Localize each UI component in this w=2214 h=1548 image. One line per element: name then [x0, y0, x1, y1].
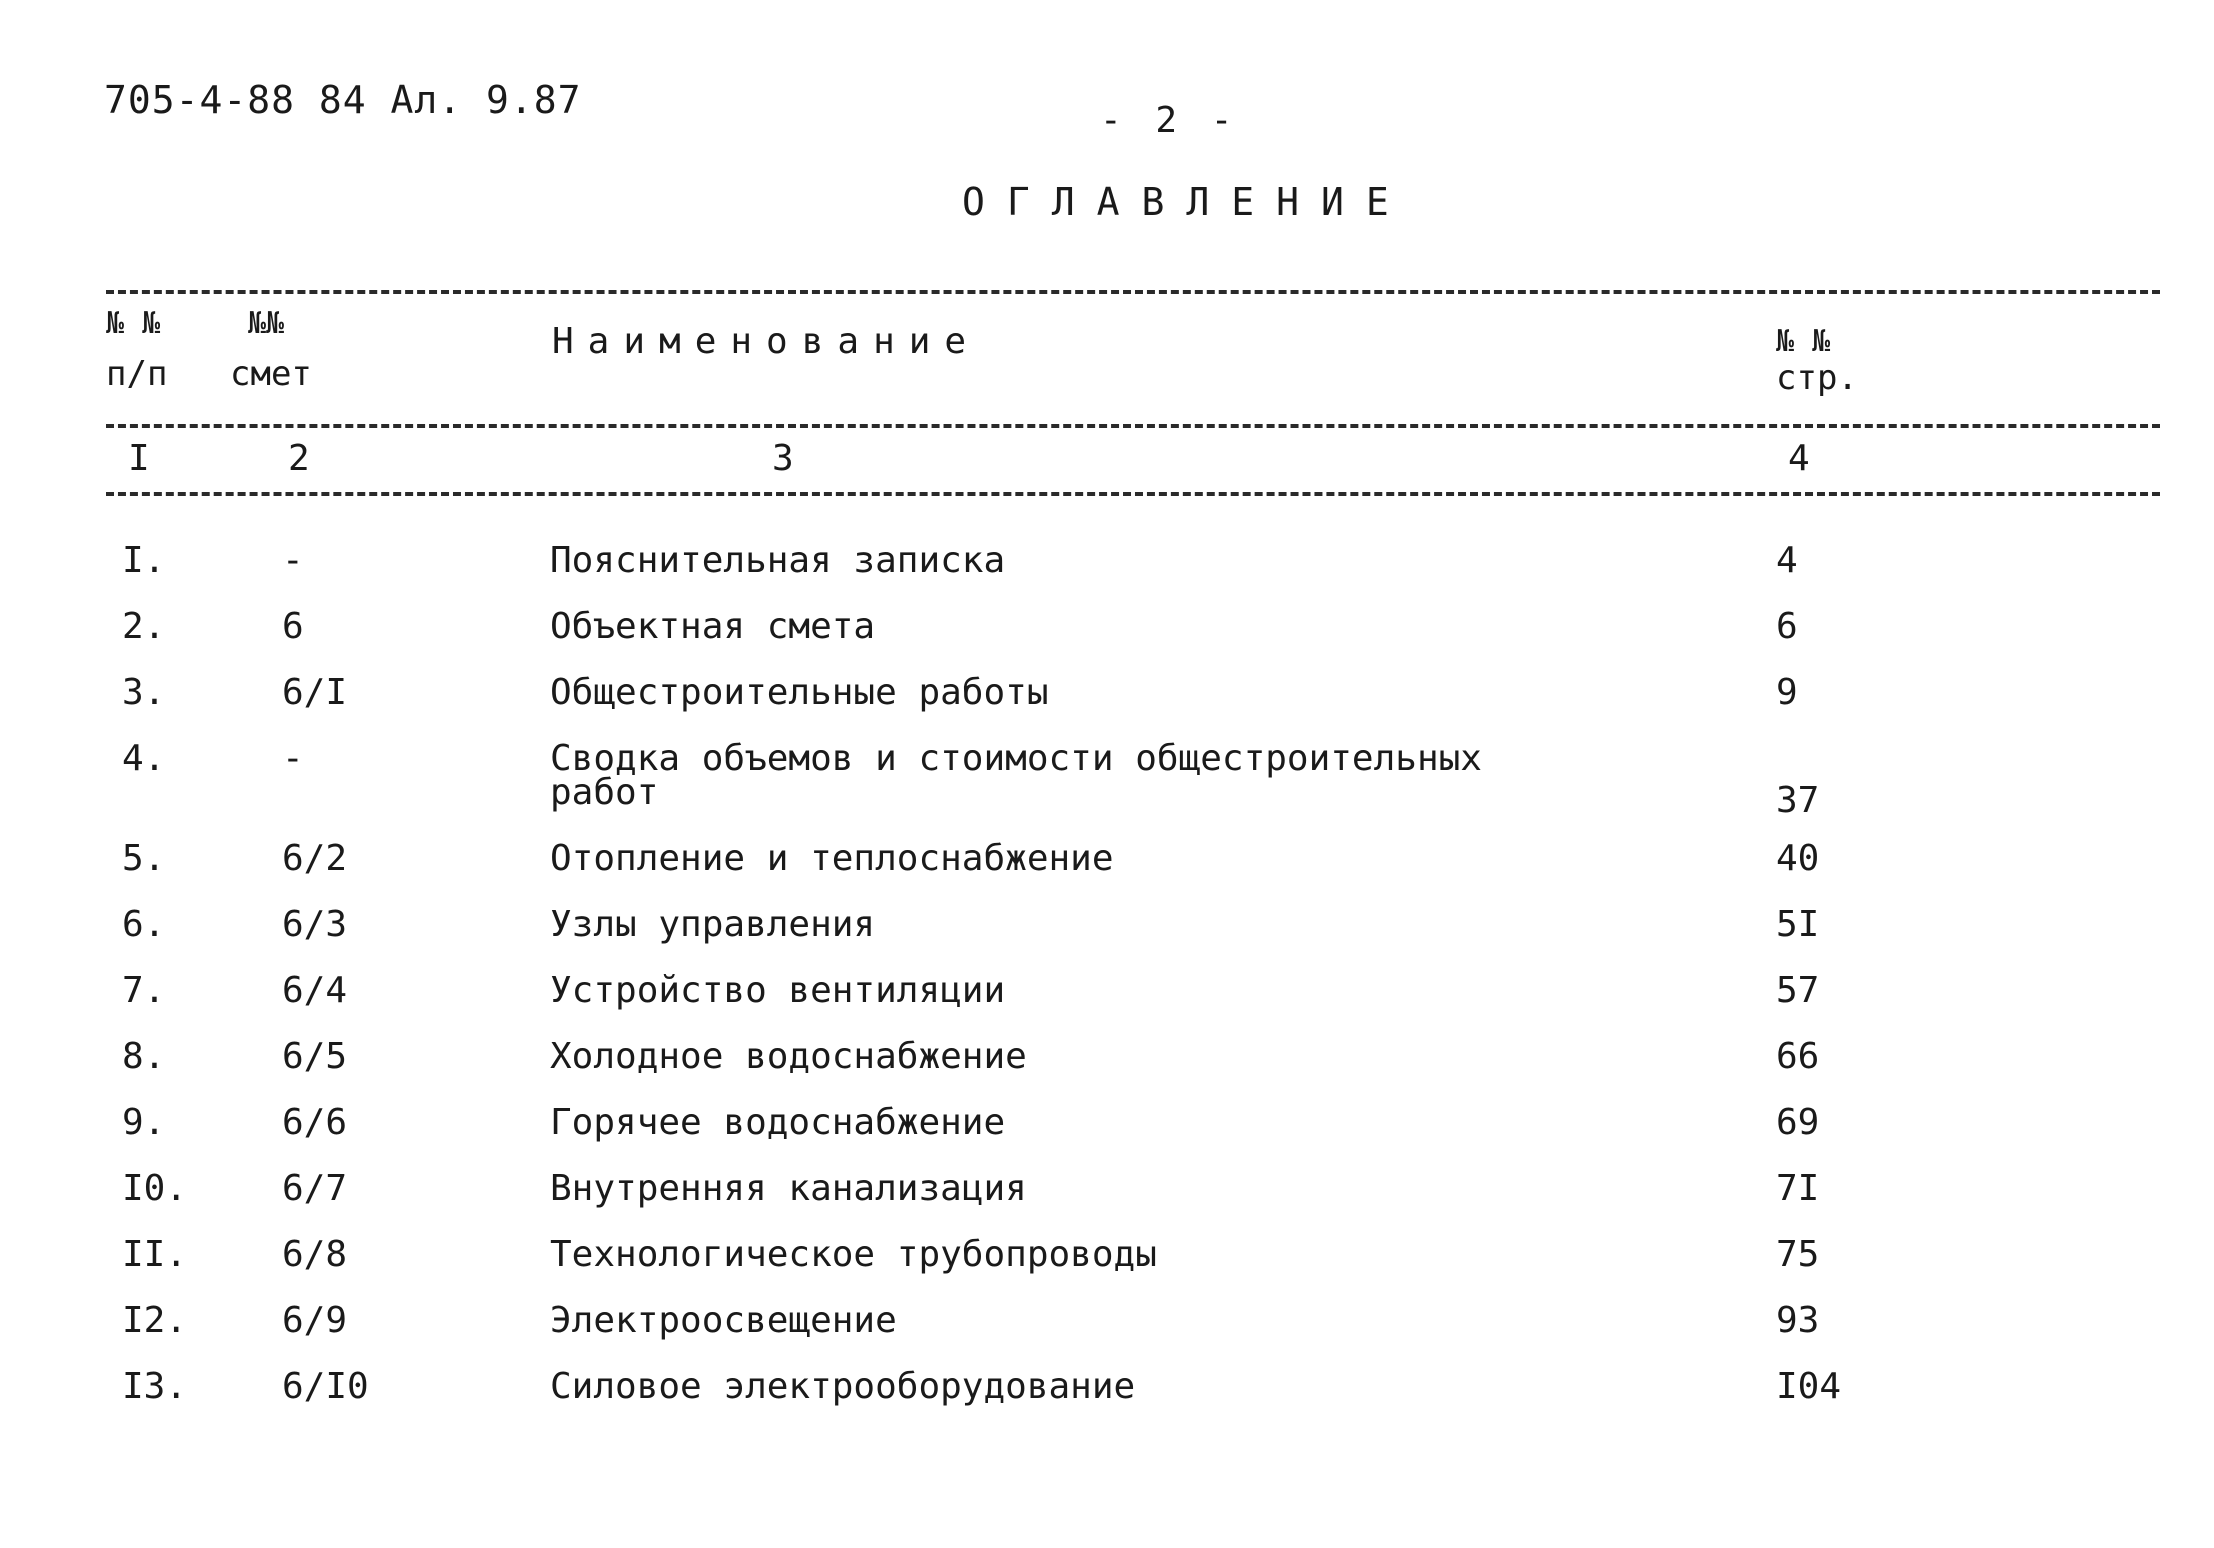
row-name: Узлы управления	[550, 904, 876, 945]
column-number-3: 3	[772, 438, 794, 479]
row-estimate: 6/9	[282, 1300, 348, 1341]
row-number: 3.	[122, 672, 166, 713]
row-estimate: 6/7	[282, 1168, 348, 1209]
row-page: 75	[1776, 1234, 1820, 1275]
row-page: 4	[1776, 540, 1798, 581]
row-name: Общестроительные работы	[550, 672, 1049, 713]
column-header-estimate: смет	[230, 354, 312, 394]
table-row	[0, 970, 2214, 1040]
table-row	[0, 672, 2214, 742]
table-row	[0, 838, 2214, 908]
row-number: 7.	[122, 970, 166, 1011]
row-number: 9.	[122, 1102, 166, 1143]
column-number-2: 2	[288, 438, 310, 479]
row-name: Горячее водоснабжение	[550, 1102, 1006, 1143]
row-page: 57	[1776, 970, 1820, 1011]
table-row	[0, 1300, 2214, 1370]
row-estimate: 6/6	[282, 1102, 348, 1143]
row-name: Отопление и теплоснабжение	[550, 838, 1114, 879]
table-row	[0, 606, 2214, 676]
row-estimate: 6/5	[282, 1036, 348, 1077]
row-estimate: 6/4	[282, 970, 348, 1011]
column-header-estimate-symbol: №№	[248, 306, 285, 341]
table-row	[0, 1102, 2214, 1172]
table-row	[0, 1168, 2214, 1238]
document-code: 705-4-88 84 Ал. 9.87	[104, 78, 582, 122]
row-page: 9	[1776, 672, 1798, 713]
row-name: Объектная смета	[550, 606, 876, 647]
row-page: 66	[1776, 1036, 1820, 1077]
page-number: - 2 -	[1100, 100, 1239, 141]
table-row	[0, 904, 2214, 974]
row-page: 69	[1776, 1102, 1820, 1143]
table-row	[0, 1036, 2214, 1106]
row-page: 5I	[1776, 904, 1820, 945]
column-number-1: I	[128, 438, 150, 479]
row-page: 37	[1776, 780, 1820, 821]
column-header-page-symbol: № №	[1776, 324, 1831, 359]
row-name: Устройство вентиляции	[550, 970, 1006, 1011]
row-estimate: 6	[282, 606, 304, 647]
page-title: ОГЛАВЛЕНИЕ	[962, 180, 1411, 224]
row-estimate: 6/I	[282, 672, 348, 713]
row-estimate: 6/2	[282, 838, 348, 879]
table-top-rule	[106, 290, 2160, 294]
row-number: 8.	[122, 1036, 166, 1077]
row-estimate: -	[282, 540, 304, 581]
row-number: I2.	[122, 1300, 188, 1341]
row-name: Пояснительная записка	[550, 540, 1006, 581]
row-page: I04	[1776, 1366, 1842, 1407]
column-header-name: Наименование	[552, 321, 981, 362]
row-page: 6	[1776, 606, 1798, 647]
table-row	[0, 738, 2214, 842]
column-header-num: п/п	[106, 354, 168, 394]
row-name: Сводка объемов и стоимости общестроительных	[550, 738, 1482, 779]
row-page: 40	[1776, 838, 1820, 879]
row-number: 2.	[122, 606, 166, 647]
row-name: Внутренняя канализация	[550, 1168, 1027, 1209]
table-row	[0, 1366, 2214, 1436]
table-row	[0, 540, 2214, 610]
row-estimate: 6/I0	[282, 1366, 369, 1407]
row-number: II.	[122, 1234, 188, 1275]
row-page: 93	[1776, 1300, 1820, 1341]
table-column-number-rule	[106, 492, 2160, 496]
row-number: 6.	[122, 904, 166, 945]
row-number: I3.	[122, 1366, 188, 1407]
row-name: Электроосвещение	[550, 1300, 897, 1341]
row-name: Силовое электрооборудование	[550, 1366, 1136, 1407]
row-estimate: -	[282, 738, 304, 779]
row-estimate: 6/8	[282, 1234, 348, 1275]
row-number: 5.	[122, 838, 166, 879]
row-number: I.	[122, 540, 166, 581]
row-page: 7I	[1776, 1168, 1820, 1209]
column-number-4: 4	[1788, 438, 1810, 479]
table-header-rule	[106, 424, 2160, 428]
column-header-page: стр.	[1776, 358, 1858, 398]
table-row	[0, 1234, 2214, 1304]
row-number: 4.	[122, 738, 166, 779]
row-name-continuation: работ	[550, 772, 659, 813]
column-header-num-symbol: № №	[106, 306, 161, 341]
row-number: I0.	[122, 1168, 188, 1209]
row-estimate: 6/3	[282, 904, 348, 945]
row-name: Холодное водоснабжение	[550, 1036, 1027, 1077]
row-name: Технологическое трубопроводы	[550, 1234, 1157, 1275]
